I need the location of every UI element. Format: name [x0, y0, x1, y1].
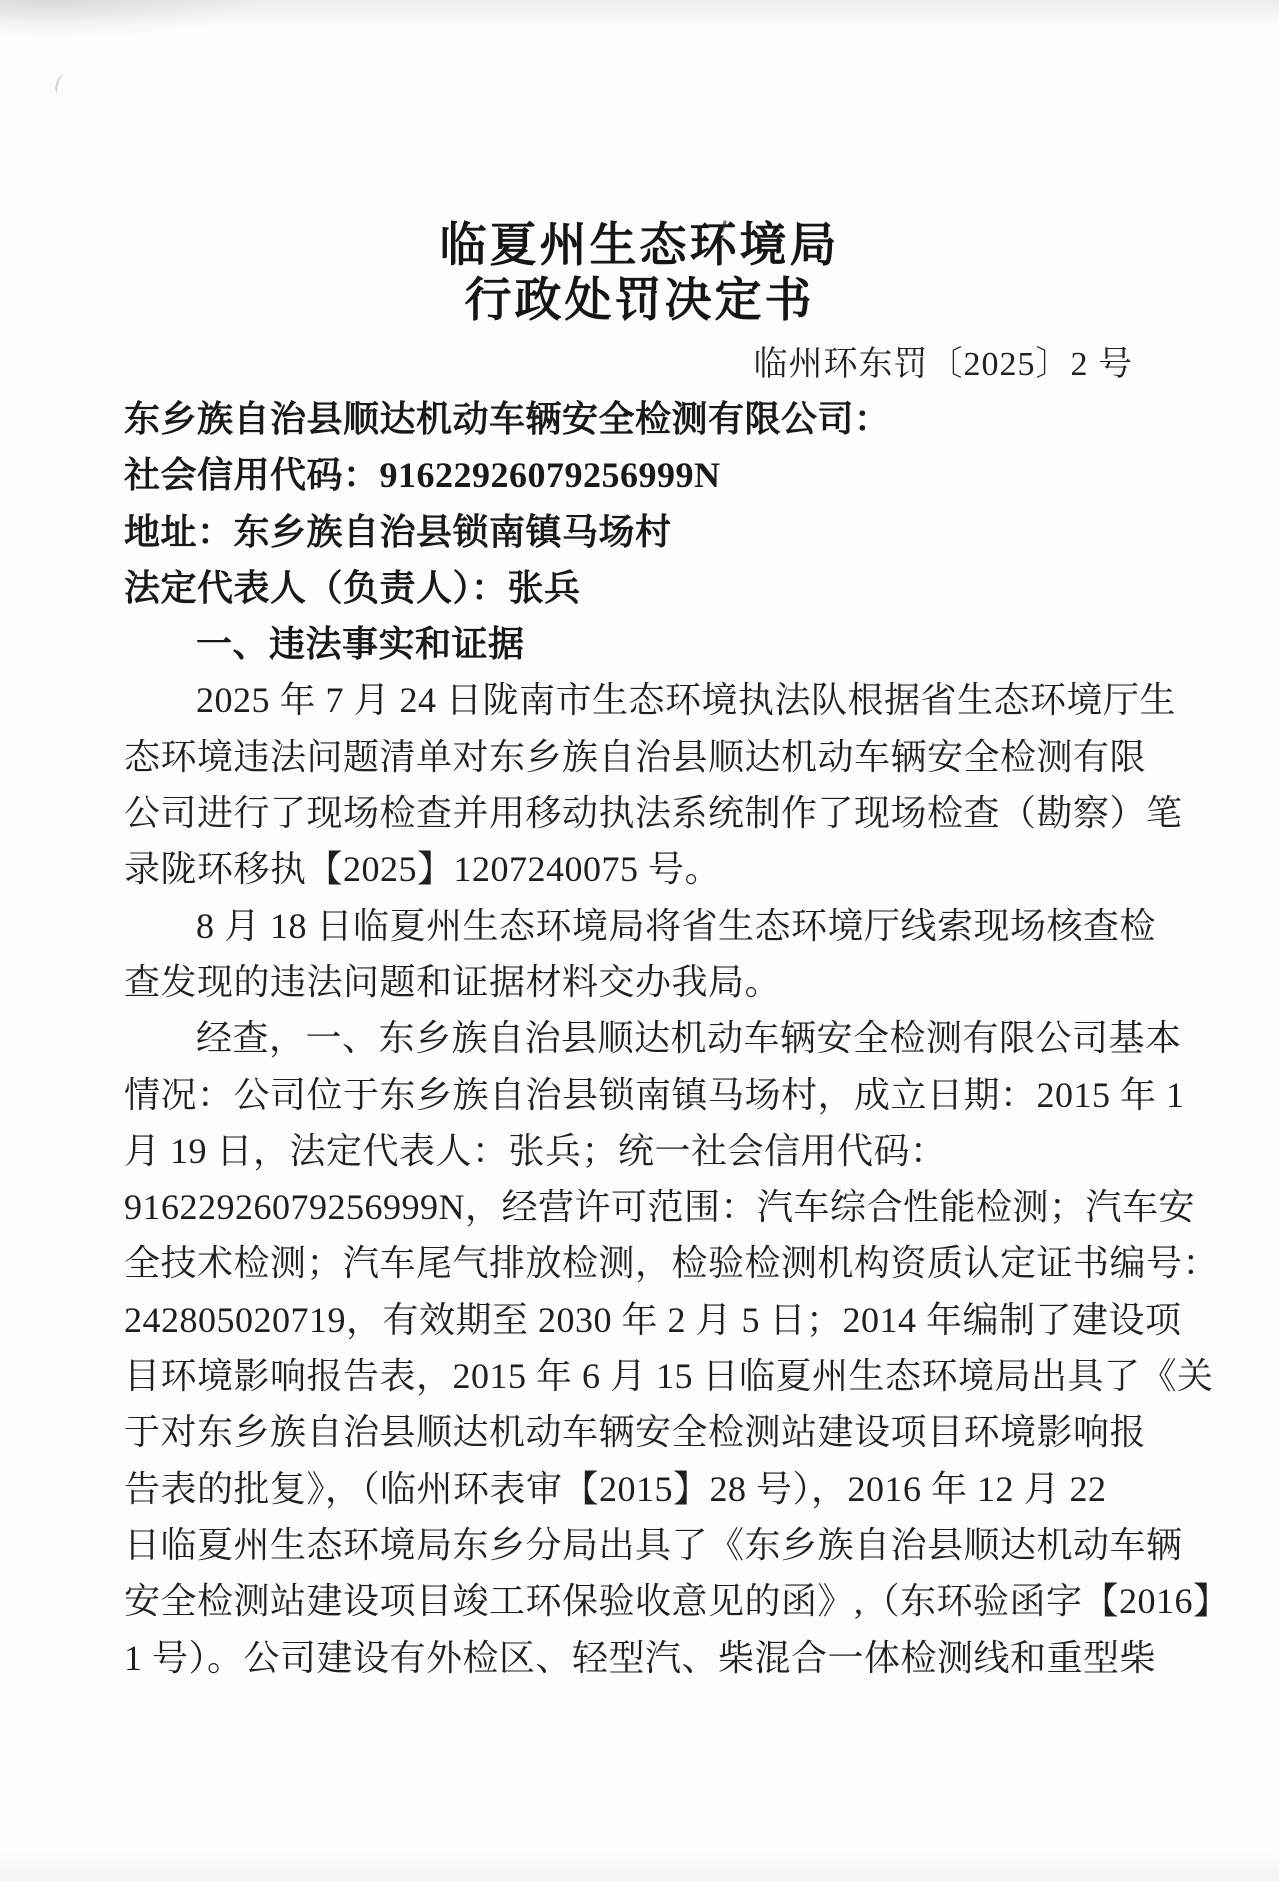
body-line: 1 号）。公司建设有外检区、轻型汽、柴混合一体检测线和重型柴	[124, 1637, 1157, 1678]
body-line: 查发现的违法问题和证据材料交办我局。	[124, 961, 782, 1002]
document-number: 临州环东罚〔2025〕2 号	[753, 346, 1133, 383]
body-line: 全技术检测；汽车尾气排放检测，检验检测机构资质认定证书编号：	[124, 1243, 1220, 1284]
body-line: 录陇环移执【2025】1207240075 号。	[124, 849, 722, 890]
body-line: 公司进行了现场检查并用移动执法系统制作了现场检查（勘察）笔	[124, 793, 1183, 834]
document-title	[0, 219, 1279, 329]
scan-shade-topleft	[0, 0, 260, 40]
body-line: 8 月 18 日临夏州生态环境局将省生态环境厅线索现场核查检	[196, 905, 1157, 946]
scan-shade-bottom	[0, 1851, 1279, 1881]
body-line: 日临夏州生态环境局东乡分局出具了《东乡族自治县顺达机动车辆	[124, 1524, 1183, 1565]
body-line: 安全检测站建设项目竣工环保验收意见的函》,（东环验函字【2016】	[124, 1581, 1230, 1622]
body-line: 法定代表人（负责人）：张兵	[124, 567, 581, 608]
body-line: 月 19 日，法定代表人：张兵；统一社会信用代码：	[124, 1130, 947, 1171]
body-line: 一、违法事实和证据	[196, 624, 525, 665]
document-title-line2: 行政处罚决定书	[464, 275, 815, 327]
scan-shade-top	[0, 0, 1279, 26]
scan-artifact-mark	[54, 73, 70, 95]
body-line: 目环境影响报告表，2015 年 6 月 15 日临夏州生态环境局出具了《关	[124, 1356, 1214, 1397]
body-line: 社会信用代码：91622926079256999N	[124, 455, 721, 496]
body-line: 于对东乡族自治县顺达机动车辆安全检测站建设项目环境影响报	[124, 1412, 1147, 1453]
body-line: 告表的批复》，（临州环表审【2015】28 号），2016 年 12 月 22	[124, 1468, 1107, 1509]
body-line: 91622926079256999N，经营许可范围：汽车综合性能检测；汽车安	[124, 1187, 1195, 1228]
body-line: 经查，一、东乡族自治县顺达机动车辆安全检测有限公司基本	[196, 1018, 1182, 1059]
body-line: 情况：公司位于东乡族自治县锁南镇马场村，成立日期：2015 年 1	[124, 1074, 1185, 1115]
body-line: 东乡族自治县顺达机动车辆安全检测有限公司：	[124, 399, 891, 439]
document-title-line1: 临夏州生态环境局	[439, 220, 840, 272]
body-line: 242805020719，有效期至 2030 年 2 月 5 日；2014 年编制了建设项	[124, 1299, 1182, 1340]
document-body	[124, 391, 1230, 1686]
body-line: 态环境违法问题清单对东乡族自治县顺达机动车辆安全检测有限	[124, 736, 1147, 777]
body-line: 地址：东乡族自治县锁南镇马场村	[124, 511, 672, 552]
body-line: 2025 年 7 月 24 日陇南市生态环境执法队根据省生态环境厅生	[196, 680, 1177, 721]
